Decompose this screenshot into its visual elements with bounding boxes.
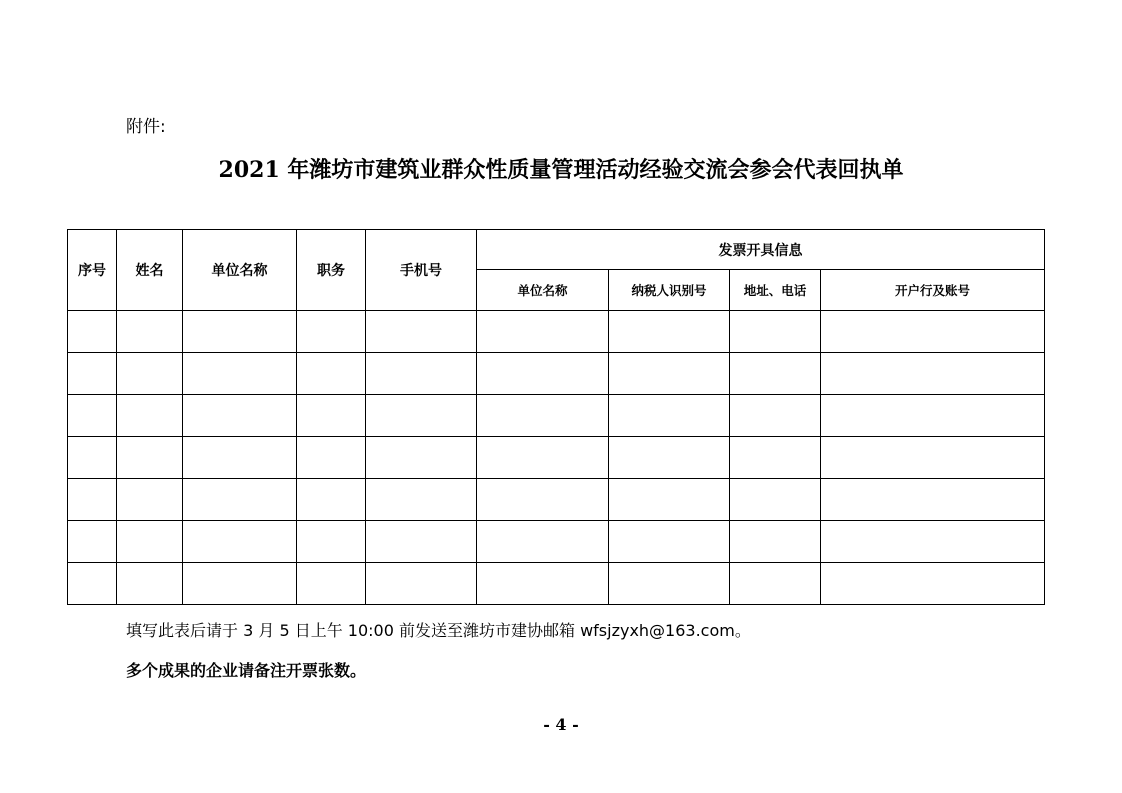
cell-index[interactable] bbox=[68, 563, 117, 605]
cell-index[interactable] bbox=[68, 479, 117, 521]
cell-unit-name[interactable] bbox=[183, 563, 297, 605]
cell-tax-id[interactable] bbox=[609, 311, 730, 353]
invoice-remark-note: 多个成果的企业请备注开票张数。 bbox=[126, 661, 367, 680]
cell-position[interactable] bbox=[297, 479, 366, 521]
cell-address-phone[interactable] bbox=[730, 395, 821, 437]
cell-position[interactable] bbox=[297, 437, 366, 479]
cell-unit-name[interactable] bbox=[183, 479, 297, 521]
cell-phone[interactable] bbox=[366, 437, 477, 479]
cell-position[interactable] bbox=[297, 563, 366, 605]
submission-note: 填写此表后请于 3 月 5 日上午 10:00 前发送至潍坊市建协邮箱 wfsjzyxh@163.com。 bbox=[126, 621, 751, 640]
cell-phone[interactable] bbox=[366, 395, 477, 437]
table-row bbox=[68, 395, 1045, 437]
cell-phone[interactable] bbox=[366, 479, 477, 521]
cell-phone[interactable] bbox=[366, 521, 477, 563]
cell-unit-name[interactable] bbox=[183, 311, 297, 353]
cell-unit-name[interactable] bbox=[183, 521, 297, 563]
subheader-invoice-unit-name: 单位名称 bbox=[477, 270, 609, 311]
cell-position[interactable] bbox=[297, 311, 366, 353]
cell-tax-id[interactable] bbox=[609, 563, 730, 605]
cell-unit-name[interactable] bbox=[183, 437, 297, 479]
table-row bbox=[68, 437, 1045, 479]
cell-address-phone[interactable] bbox=[730, 563, 821, 605]
cell-address-phone[interactable] bbox=[730, 437, 821, 479]
table-header-row bbox=[68, 230, 1045, 270]
cell-unit-name[interactable] bbox=[183, 353, 297, 395]
cell-tax-id[interactable] bbox=[609, 437, 730, 479]
cell-tax-id[interactable] bbox=[609, 479, 730, 521]
page-number: - 4 - bbox=[543, 715, 579, 734]
cell-invoice-unit-name[interactable] bbox=[477, 395, 609, 437]
table-body bbox=[68, 311, 1045, 605]
cell-index[interactable] bbox=[68, 521, 117, 563]
cell-invoice-unit-name[interactable] bbox=[477, 563, 609, 605]
cell-name[interactable] bbox=[117, 311, 183, 353]
header-invoice-info: 发票开具信息 bbox=[477, 230, 1045, 270]
cell-bank-account[interactable] bbox=[821, 479, 1045, 521]
cell-unit-name[interactable] bbox=[183, 395, 297, 437]
cell-name[interactable] bbox=[117, 353, 183, 395]
header-position: 职务 bbox=[297, 230, 366, 311]
cell-address-phone[interactable] bbox=[730, 311, 821, 353]
cell-position[interactable] bbox=[297, 353, 366, 395]
cell-invoice-unit-name[interactable] bbox=[477, 479, 609, 521]
cell-invoice-unit-name[interactable] bbox=[477, 521, 609, 563]
subheader-bank-account: 开户行及账号 bbox=[821, 270, 1045, 311]
header-unit-name: 单位名称 bbox=[183, 230, 297, 311]
table-row bbox=[68, 563, 1045, 605]
cell-address-phone[interactable] bbox=[730, 521, 821, 563]
cell-name[interactable] bbox=[117, 479, 183, 521]
cell-bank-account[interactable] bbox=[821, 521, 1045, 563]
cell-phone[interactable] bbox=[366, 311, 477, 353]
subheader-tax-id: 纳税人识别号 bbox=[609, 270, 730, 311]
cell-tax-id[interactable] bbox=[609, 521, 730, 563]
cell-invoice-unit-name[interactable] bbox=[477, 437, 609, 479]
cell-bank-account[interactable] bbox=[821, 353, 1045, 395]
cell-position[interactable] bbox=[297, 395, 366, 437]
cell-address-phone[interactable] bbox=[730, 353, 821, 395]
receipt-table bbox=[67, 229, 1045, 605]
subheader-address-phone: 地址、电话 bbox=[730, 270, 821, 311]
cell-bank-account[interactable] bbox=[821, 437, 1045, 479]
cell-tax-id[interactable] bbox=[609, 353, 730, 395]
header-name: 姓名 bbox=[117, 230, 183, 311]
table-row bbox=[68, 353, 1045, 395]
cell-bank-account[interactable] bbox=[821, 563, 1045, 605]
cell-address-phone[interactable] bbox=[730, 479, 821, 521]
cell-index[interactable] bbox=[68, 395, 117, 437]
cell-phone[interactable] bbox=[366, 563, 477, 605]
table-row bbox=[68, 521, 1045, 563]
cell-invoice-unit-name[interactable] bbox=[477, 311, 609, 353]
document-title: 2021 年潍坊市建筑业群众性质量管理活动经验交流会参会代表回执单 bbox=[218, 157, 904, 183]
table-row bbox=[68, 311, 1045, 353]
header-phone: 手机号 bbox=[366, 230, 477, 311]
cell-name[interactable] bbox=[117, 395, 183, 437]
cell-name[interactable] bbox=[117, 563, 183, 605]
cell-position[interactable] bbox=[297, 521, 366, 563]
cell-index[interactable] bbox=[68, 353, 117, 395]
cell-invoice-unit-name[interactable] bbox=[477, 353, 609, 395]
cell-index[interactable] bbox=[68, 437, 117, 479]
table-row bbox=[68, 479, 1045, 521]
cell-bank-account[interactable] bbox=[821, 311, 1045, 353]
cell-bank-account[interactable] bbox=[821, 395, 1045, 437]
cell-phone[interactable] bbox=[366, 353, 477, 395]
cell-name[interactable] bbox=[117, 521, 183, 563]
cell-name[interactable] bbox=[117, 437, 183, 479]
header-index: 序号 bbox=[68, 230, 117, 311]
cell-tax-id[interactable] bbox=[609, 395, 730, 437]
attachment-label: 附件: bbox=[126, 117, 166, 137]
cell-index[interactable] bbox=[68, 311, 117, 353]
